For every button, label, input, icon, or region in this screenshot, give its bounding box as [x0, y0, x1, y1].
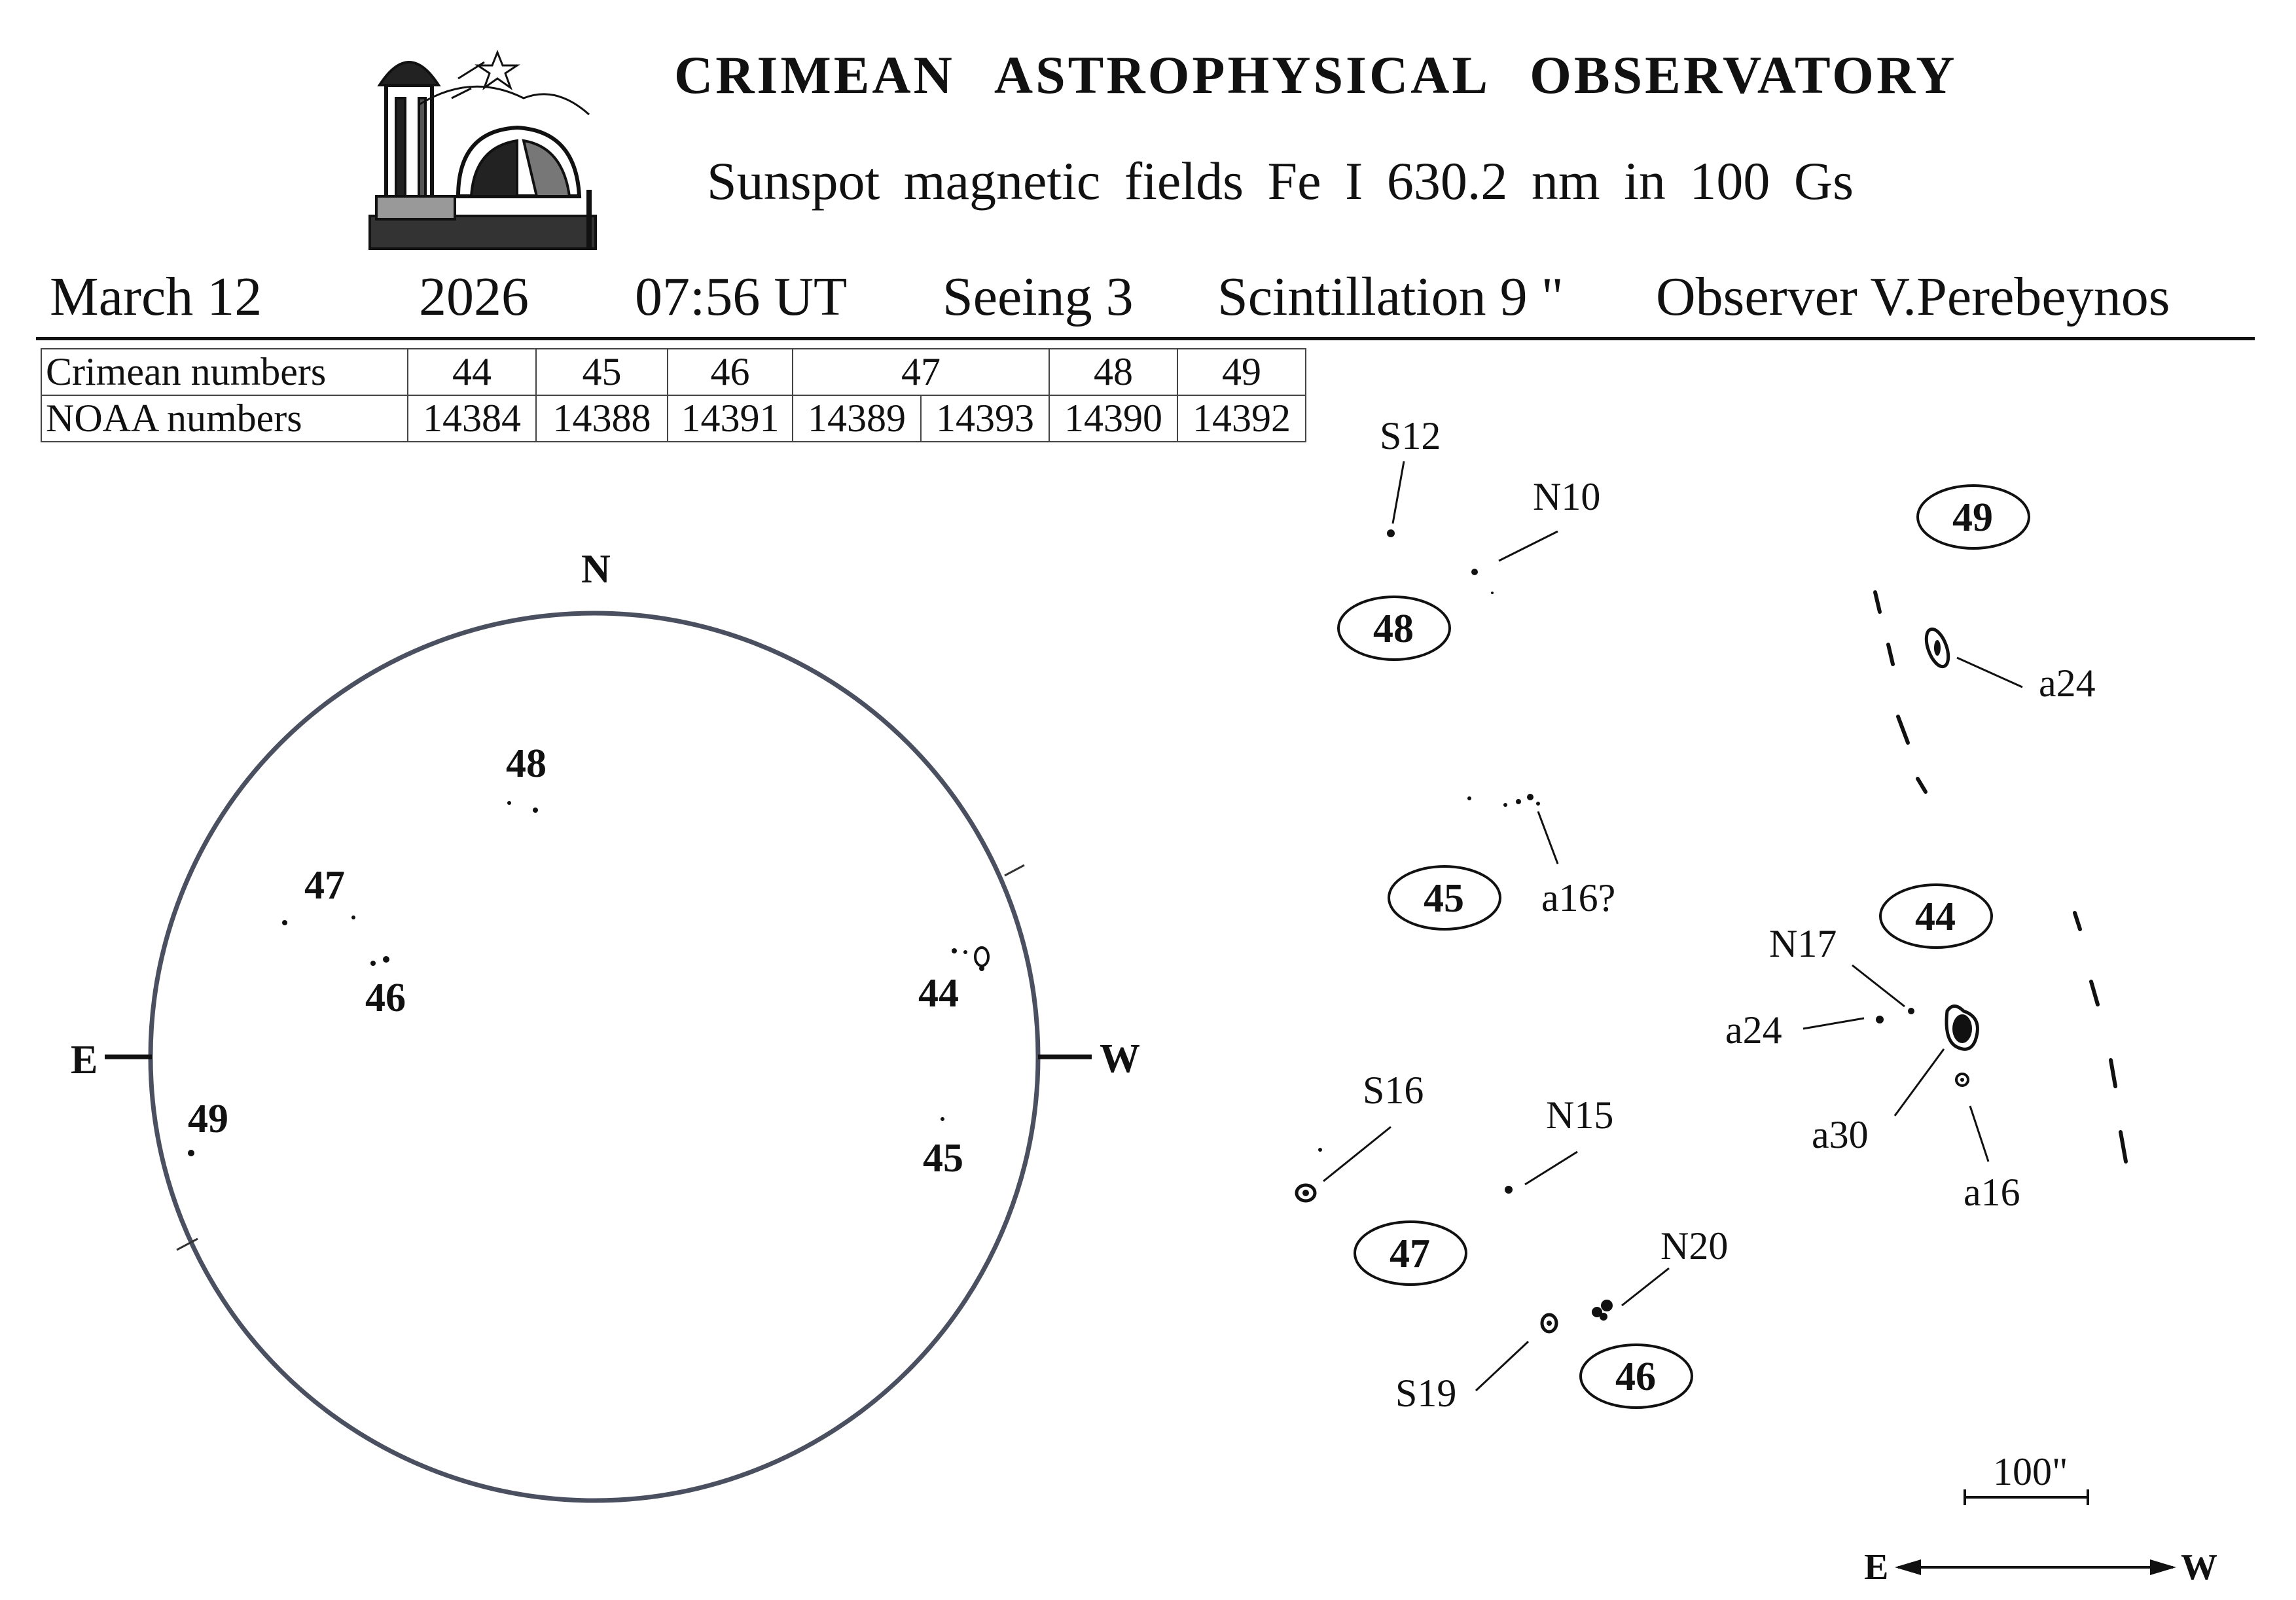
chart-subtitle: Sunspot magnetic fields Fe I 630.2 nm in 100 Gs — [707, 151, 1854, 211]
field-label-n15: N15 — [1546, 1093, 1614, 1137]
scintillation-value: Scintillation 9 " — [1217, 266, 1564, 327]
disk-north-label: N — [581, 547, 611, 592]
observer-name: Observer V.Perebeynos — [1656, 266, 2170, 327]
direction-arrow — [1895, 1559, 2176, 1575]
solar-disk — [151, 613, 1038, 1501]
disk-region-label: 44 — [918, 971, 959, 1016]
noaa-numbers-label: NOAA numbers — [41, 395, 408, 442]
crimean-number: 49 — [1177, 349, 1306, 395]
disk-region-label: 45 — [923, 1136, 963, 1181]
field-label-a16: a16 — [1964, 1171, 2020, 1214]
field-label-s19: S19 — [1395, 1372, 1457, 1415]
disk-region-label: 46 — [365, 976, 406, 1020]
field-label-a30: a30 — [1812, 1113, 1869, 1156]
disk-region-label: 48 — [506, 741, 547, 786]
crimean-numbers-label: Crimean numbers — [41, 349, 408, 395]
scale-label: 100" — [1993, 1450, 2068, 1493]
crimean-number: 47 — [793, 349, 1049, 395]
zoom-group-number: 46 — [1615, 1355, 1656, 1399]
observation-date: March 12 — [50, 266, 262, 327]
group-ellipses — [1338, 486, 2029, 1408]
noaa-number: 14390 — [1049, 395, 1177, 442]
zoom-group-number: 45 — [1424, 876, 1464, 921]
field-label-a24: a24 — [1725, 1008, 1782, 1052]
disk-region-label: 49 — [188, 1097, 228, 1141]
observation-year: 2026 — [419, 266, 529, 327]
noaa-number: 14388 — [536, 395, 668, 442]
field-label-a16q: a16? — [1541, 876, 1616, 919]
field-label-s16: S16 — [1363, 1069, 1424, 1112]
disk-west-label: W — [1100, 1037, 1140, 1081]
zoom-group-number: 44 — [1915, 895, 1956, 939]
direction-west-label: W — [2181, 1547, 2217, 1588]
seeing-value: Seeing 3 — [942, 266, 1134, 327]
field-label-n17: N17 — [1769, 922, 1837, 965]
zoom-group-number: 47 — [1390, 1232, 1430, 1276]
observation-time: 07:56 UT — [635, 266, 848, 327]
direction-east-label: E — [1864, 1547, 1889, 1588]
noaa-number: 14391 — [668, 395, 793, 442]
zoom-group-number: 49 — [1952, 495, 1993, 540]
field-label-s12: S12 — [1380, 414, 1441, 457]
field-label-a24: a24 — [2039, 662, 2096, 705]
crimean-number: 45 — [536, 349, 668, 395]
crimean-number: 48 — [1049, 349, 1177, 395]
disk-spots — [188, 801, 988, 1156]
noaa-number: 14393 — [921, 395, 1049, 442]
disk-east-label: E — [71, 1038, 98, 1082]
zoom-group-number: 48 — [1373, 607, 1414, 651]
noaa-number: 14389 — [793, 395, 921, 442]
axis-tick — [1005, 865, 1024, 876]
noaa-number: 14384 — [408, 395, 536, 442]
observatory-title: CRIMEAN ASTROPHYSICAL OBSERVATORY — [674, 45, 1958, 105]
field-label-n10: N10 — [1533, 475, 1601, 518]
crimean-number: 46 — [668, 349, 793, 395]
crimean-number: 44 — [408, 349, 536, 395]
field-label-n20: N20 — [1660, 1224, 1729, 1268]
noaa-number: 14392 — [1177, 395, 1306, 442]
disk-region-label: 47 — [304, 863, 345, 908]
